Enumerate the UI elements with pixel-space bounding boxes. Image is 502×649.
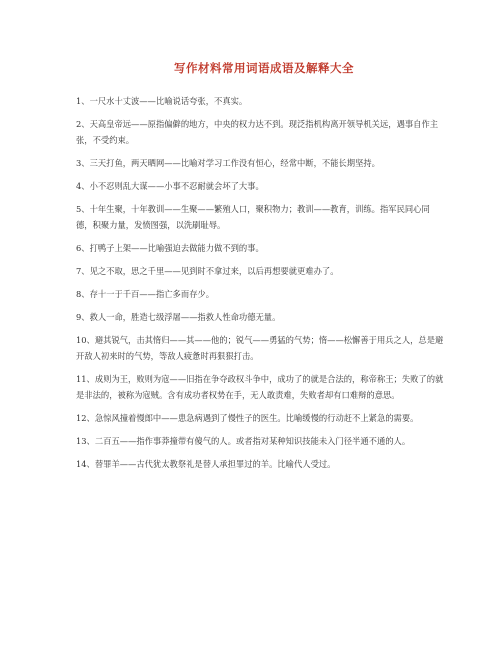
idiom-entry-8: 8、存十一于千百——指亡多而存少。	[76, 289, 215, 299]
idiom-entry-13: 13、二百五——指作事莽撞带有傻气的人。或者指对某种知识技能未入门径半通不通的人。	[76, 436, 411, 446]
idiom-entry-9: 9、救人一命，胜造七级浮屠——指救人性命功德无量。	[76, 312, 281, 322]
idiom-entry-2: 2、天高皇帝远——原指偏僻的地方，中央的权力达不到。现泛指机构离开领导机关远，遇事自作主张，不受约束。	[76, 119, 439, 145]
idiom-entry-5: 5、十年生聚，十年教训——生聚——繁殖人口，聚积物力；教训——教育，训练。指军民同心同德，积聚力量，发愤图强，以洗刷耻辱。	[76, 204, 430, 230]
idiom-list	[76, 93, 446, 472]
idiom-entry-12: 12、急惊风撞着慢郎中——患急病遇到了慢性子的医生。比喻缓慢的行动赶不上紧急的需要。	[76, 413, 419, 423]
idiom-entry-1: 1、一尺水十丈波——比喻说话夸张，不真实。	[76, 96, 248, 106]
idiom-entry-14: 14、替罪羊——古代犹太教祭礼是替人承担罪过的羊。比喻代人受过。	[76, 459, 336, 469]
idiom-entry-3: 3、三天打鱼，两天晒网——比喻对学习工作没有恒心，经常中断，不能长期坚持。	[76, 158, 380, 168]
idiom-entry-6: 6、打鸭子上架——比喻强迫去做能力做不到的事。	[76, 243, 264, 253]
idiom-entry-11: 11、成则为王，败则为寇——旧指在争夺政权斗争中，成功了的就是合法的，称帝称王；失败了的就是非法的，被称为寇贼。含有成功者权势在手，无人敢责难，失败者却有口难辩的意思。	[76, 374, 444, 400]
idiom-entry-7: 7、见之不取，思之千里——见到时不拿过来，以后再想要就更难办了。	[76, 266, 339, 276]
idiom-entry-10: 10、避其锐气，击其惰归——其——他的；锐气——勇猛的气势；惰——松懈善于用兵之人，总是避开敌人初来时的气势，等敌人疲惫时再狠狠打击。	[76, 335, 444, 361]
idiom-entry-4: 4、小不忍则乱大谋——小事不忍耐就会坏了大事。	[76, 181, 264, 191]
document-title: 写作材料常用词语成语及解释大全	[174, 61, 354, 75]
